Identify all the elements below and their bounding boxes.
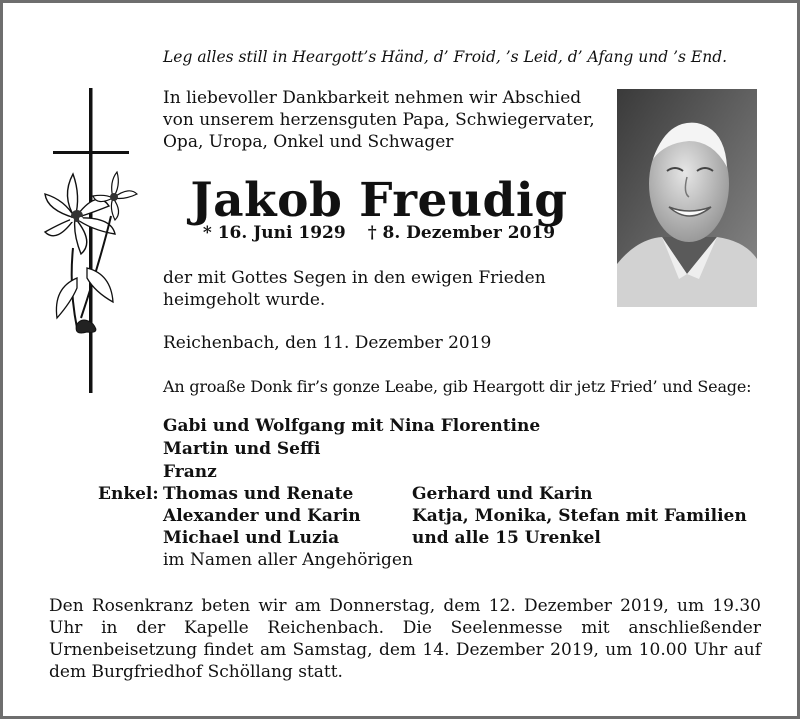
family-child: Franz (163, 462, 217, 482)
motto: Leg alles still in Heargott’s Händ, d’ Froid, ’s Leid, d’ Afang und ’s End. (163, 48, 728, 66)
grandchild-entry: und alle 15 Urenkel (412, 528, 601, 548)
peace-line: heimgeholt wurde. (163, 290, 326, 310)
grandchild-entry: Michael und Luzia (163, 528, 340, 548)
grandchild-entry: Alexander und Karin (163, 506, 361, 526)
grandchild-entry: Katja, Monika, Stefan mit Familien (412, 506, 747, 526)
family-child: Gabi und Wolfgang mit Nina Florentine (163, 416, 541, 436)
life-dates (163, 223, 595, 243)
enkel-label: Enkel: (98, 484, 159, 504)
family-child: Martin und Seffi (163, 439, 321, 459)
peace-text (163, 267, 546, 311)
all-relatives: im Namen aller Angehörigen (163, 550, 413, 570)
death-date: † 8. Dezember 2019 (367, 223, 556, 243)
place-date: Reichenbach, den 11. Dezember 2019 (163, 333, 492, 353)
cross-with-edelweiss-icon (43, 88, 143, 398)
portrait-image (617, 89, 757, 307)
intro-line: Opa, Uropa, Onkel und Schwager (163, 132, 454, 152)
peace-line: der mit Gottes Segen in den ewigen Frieden (163, 268, 546, 288)
dialect-line: An groaße Donk fir’s gonze Leabe, gib Heargott dir jetz Fried’ und Seage: (163, 377, 752, 396)
portrait-photo (617, 89, 757, 307)
grandchild-entry: Thomas und Renate (163, 484, 354, 504)
grandchild-entry: Gerhard und Karin (412, 484, 593, 504)
deceased-name: Jakob Freudig (190, 173, 568, 228)
service-details: Den Rosenkranz beten wir am Donnerstag, dem 12. Dezember 2019, um 19.30 Uhr in der Kapelle Reichenbach. Die Seelenmesse mit anschließender Urnenbeisetzung findet am Samstag, dem 14. Dezember 2019, um 10.00 Uhr auf dem Burgfriedhof Schöllang statt. (49, 596, 761, 682)
intro-line: von unserem herzensguten Papa, Schwiegervater, (163, 110, 595, 130)
intro-line: In liebevoller Dankbarkeit nehmen wir Abschied (163, 88, 582, 108)
birth-date: * 16. Juni 1929 (202, 223, 346, 243)
intro-text (163, 87, 595, 153)
